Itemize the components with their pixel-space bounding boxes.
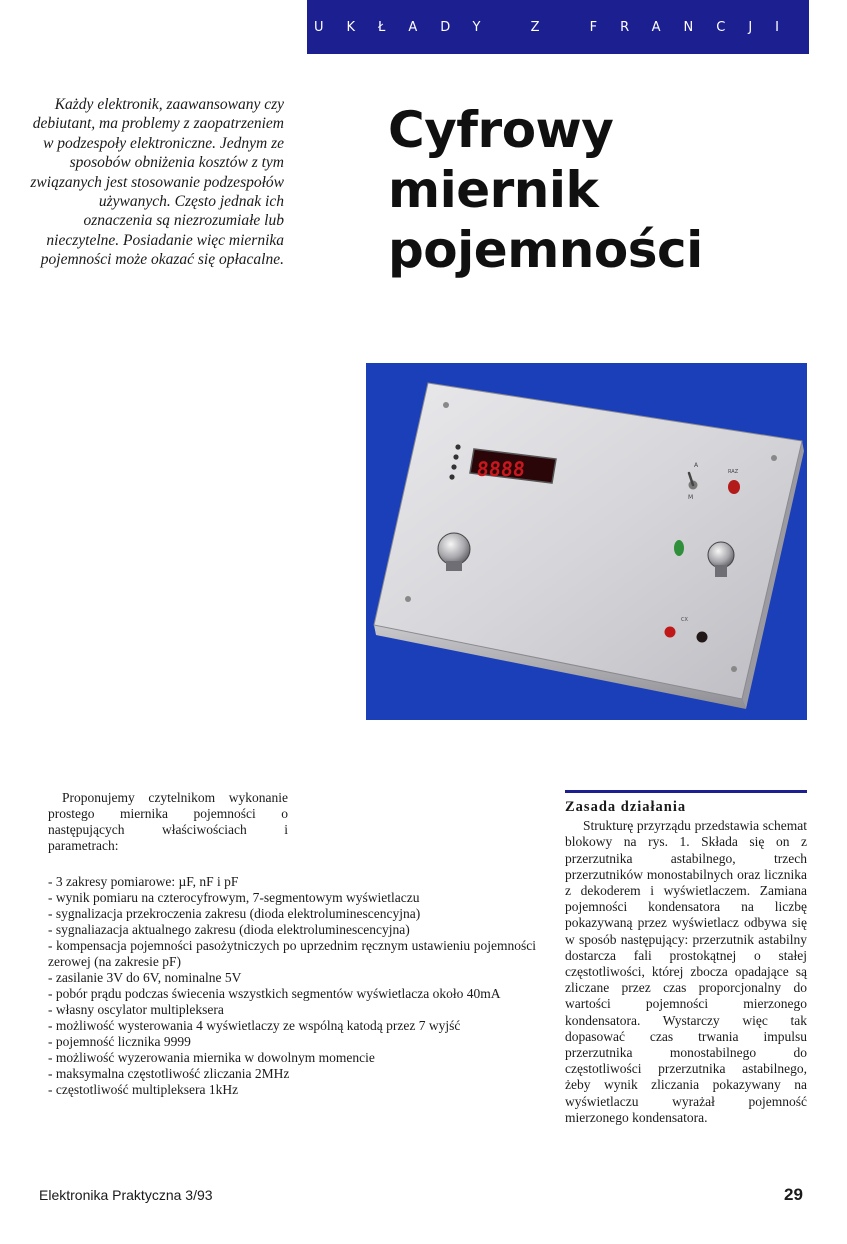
- right-column: [565, 790, 807, 1126]
- list-item: - możliwość wyzerowania miernika w dowolnym momencie: [48, 1050, 375, 1065]
- knob-icon: [708, 542, 734, 568]
- article-title: [388, 100, 808, 280]
- section-heading: Zasada działania: [565, 799, 687, 815]
- green-led: [674, 540, 684, 556]
- switch-label-top: A: [694, 462, 699, 469]
- input-label: CX: [681, 617, 688, 623]
- screw-icon: [731, 666, 737, 672]
- knob-shaft: [446, 561, 462, 571]
- list-item: - sygnalizacja przekroczenia zakresu (dioda elektroluminescencyjna): [48, 906, 421, 921]
- left-column: [48, 790, 536, 1098]
- list-item: - własny oscylator multipleksera: [48, 1002, 224, 1017]
- features-list: [48, 874, 536, 1098]
- knob-shaft: [715, 565, 727, 577]
- list-item: - zasilanie 3V do 6V, nominalne 5V: [48, 970, 242, 985]
- list-item: - sygnaliazacja aktualnego zakresu (dioda elektroluminescencyjna): [48, 922, 410, 937]
- section-label: UKŁADY Z FRANCJI: [314, 20, 802, 35]
- section-body: Strukturę przyrządu przedstawia schemat blokowy na rys. 1. Składa się on z przerzutnika astabilnego, trzech przerzutników monostabilnych oraz licznika z dekoderem i wyświetlaczem. Zamiana pojemności kondensatora na liczbę pokazywaną przez wyświetlacz odbywa się w sposób następujący: przerzutnik astabilny dostarcza fali prostokątnej o stałej częstotliwości, której zbocza opadające są zliczane przez czas proporcjonalny do wartości pojemności mierzonego kondensatora. Wystarczy więc tak dopasować czas trwania impulsu przerzutnika monostabilnego do częstotliwości przerzutnika astabilnego, żeby wynik zliczania pokazywany na wyświetlaczu wyrażał pojemność mierzonego kondensatora.: [565, 818, 807, 1125]
- section-rule: [565, 790, 807, 793]
- title-line-1: Cyfrowy: [388, 101, 614, 159]
- led-icon: [455, 444, 460, 449]
- list-item: - maksymalna częstotliwość zliczania 2MHz: [48, 1066, 290, 1081]
- list-item: - pobór prądu podczas świecenia wszystkich segmentów wyświetlacza około 40mA: [48, 986, 501, 1001]
- title-line-3: pojemności: [388, 221, 703, 279]
- screw-icon: [405, 596, 411, 602]
- switch-label-bottom: M: [688, 494, 694, 501]
- list-item: - 3 zakresy pomiarowe: µF, nF i pF: [48, 874, 239, 889]
- list-item: - pojemność licznika 9999: [48, 1034, 191, 1049]
- list-item: - kompensacja pojemności pasożytniczych po uprzednim ręcznym ustawieniu pojemności zerowej (na zakresie pF): [48, 938, 536, 969]
- display-digits: 8888: [475, 457, 527, 481]
- page-number: 29: [784, 1185, 803, 1204]
- capacitance-meter-illustration: [366, 363, 807, 720]
- publication-footer: Elektronika Praktyczna 3/93: [39, 1187, 213, 1203]
- device-photo: [366, 363, 807, 720]
- led-icon: [453, 454, 458, 459]
- front-panel: [374, 383, 802, 699]
- reset-button-cap: [728, 480, 740, 494]
- led-icon: [674, 540, 684, 556]
- knob-icon: [438, 533, 470, 565]
- screw-icon: [771, 455, 777, 461]
- list-item: - częstotliwość multipleksera 1kHz: [48, 1082, 239, 1097]
- intro-paragraph: Każdy elektronik, zaawansowany czy debiutant, ma problemy z zaopatrzeniem w podzespoły elektroniczne. Jednym ze sposobów obniżenia kosztów z tym związanych jest stosowanie podzespołów używanych. Często jednak ich oznaczenia są niezrozumiałe lub nieczytelne. Posiadanie więc miernika pojemności może okazać się opłacalne.: [30, 96, 284, 269]
- screw-icon: [443, 402, 449, 408]
- led-icon: [449, 474, 454, 479]
- terminal-icon: [697, 632, 708, 643]
- list-item: - możliwość wysterowania 4 wyświetlaczy ze wspólną katodą przez 7 wyjść: [48, 1018, 461, 1033]
- section-banner: [307, 0, 809, 54]
- terminal-icon: [665, 627, 676, 638]
- led-icon: [451, 464, 456, 469]
- reset-label: RAZ: [728, 469, 739, 475]
- list-item: - wynik pomiaru na czterocyfrowym, 7-segmentowym wyświetlaczu: [48, 890, 420, 905]
- lead-paragraph: Proponujemy czytelnikom wykonanie prostego miernika pojemności o następujących właściwościach i parametrach:: [48, 790, 288, 853]
- title-line-2: miernik: [388, 161, 599, 219]
